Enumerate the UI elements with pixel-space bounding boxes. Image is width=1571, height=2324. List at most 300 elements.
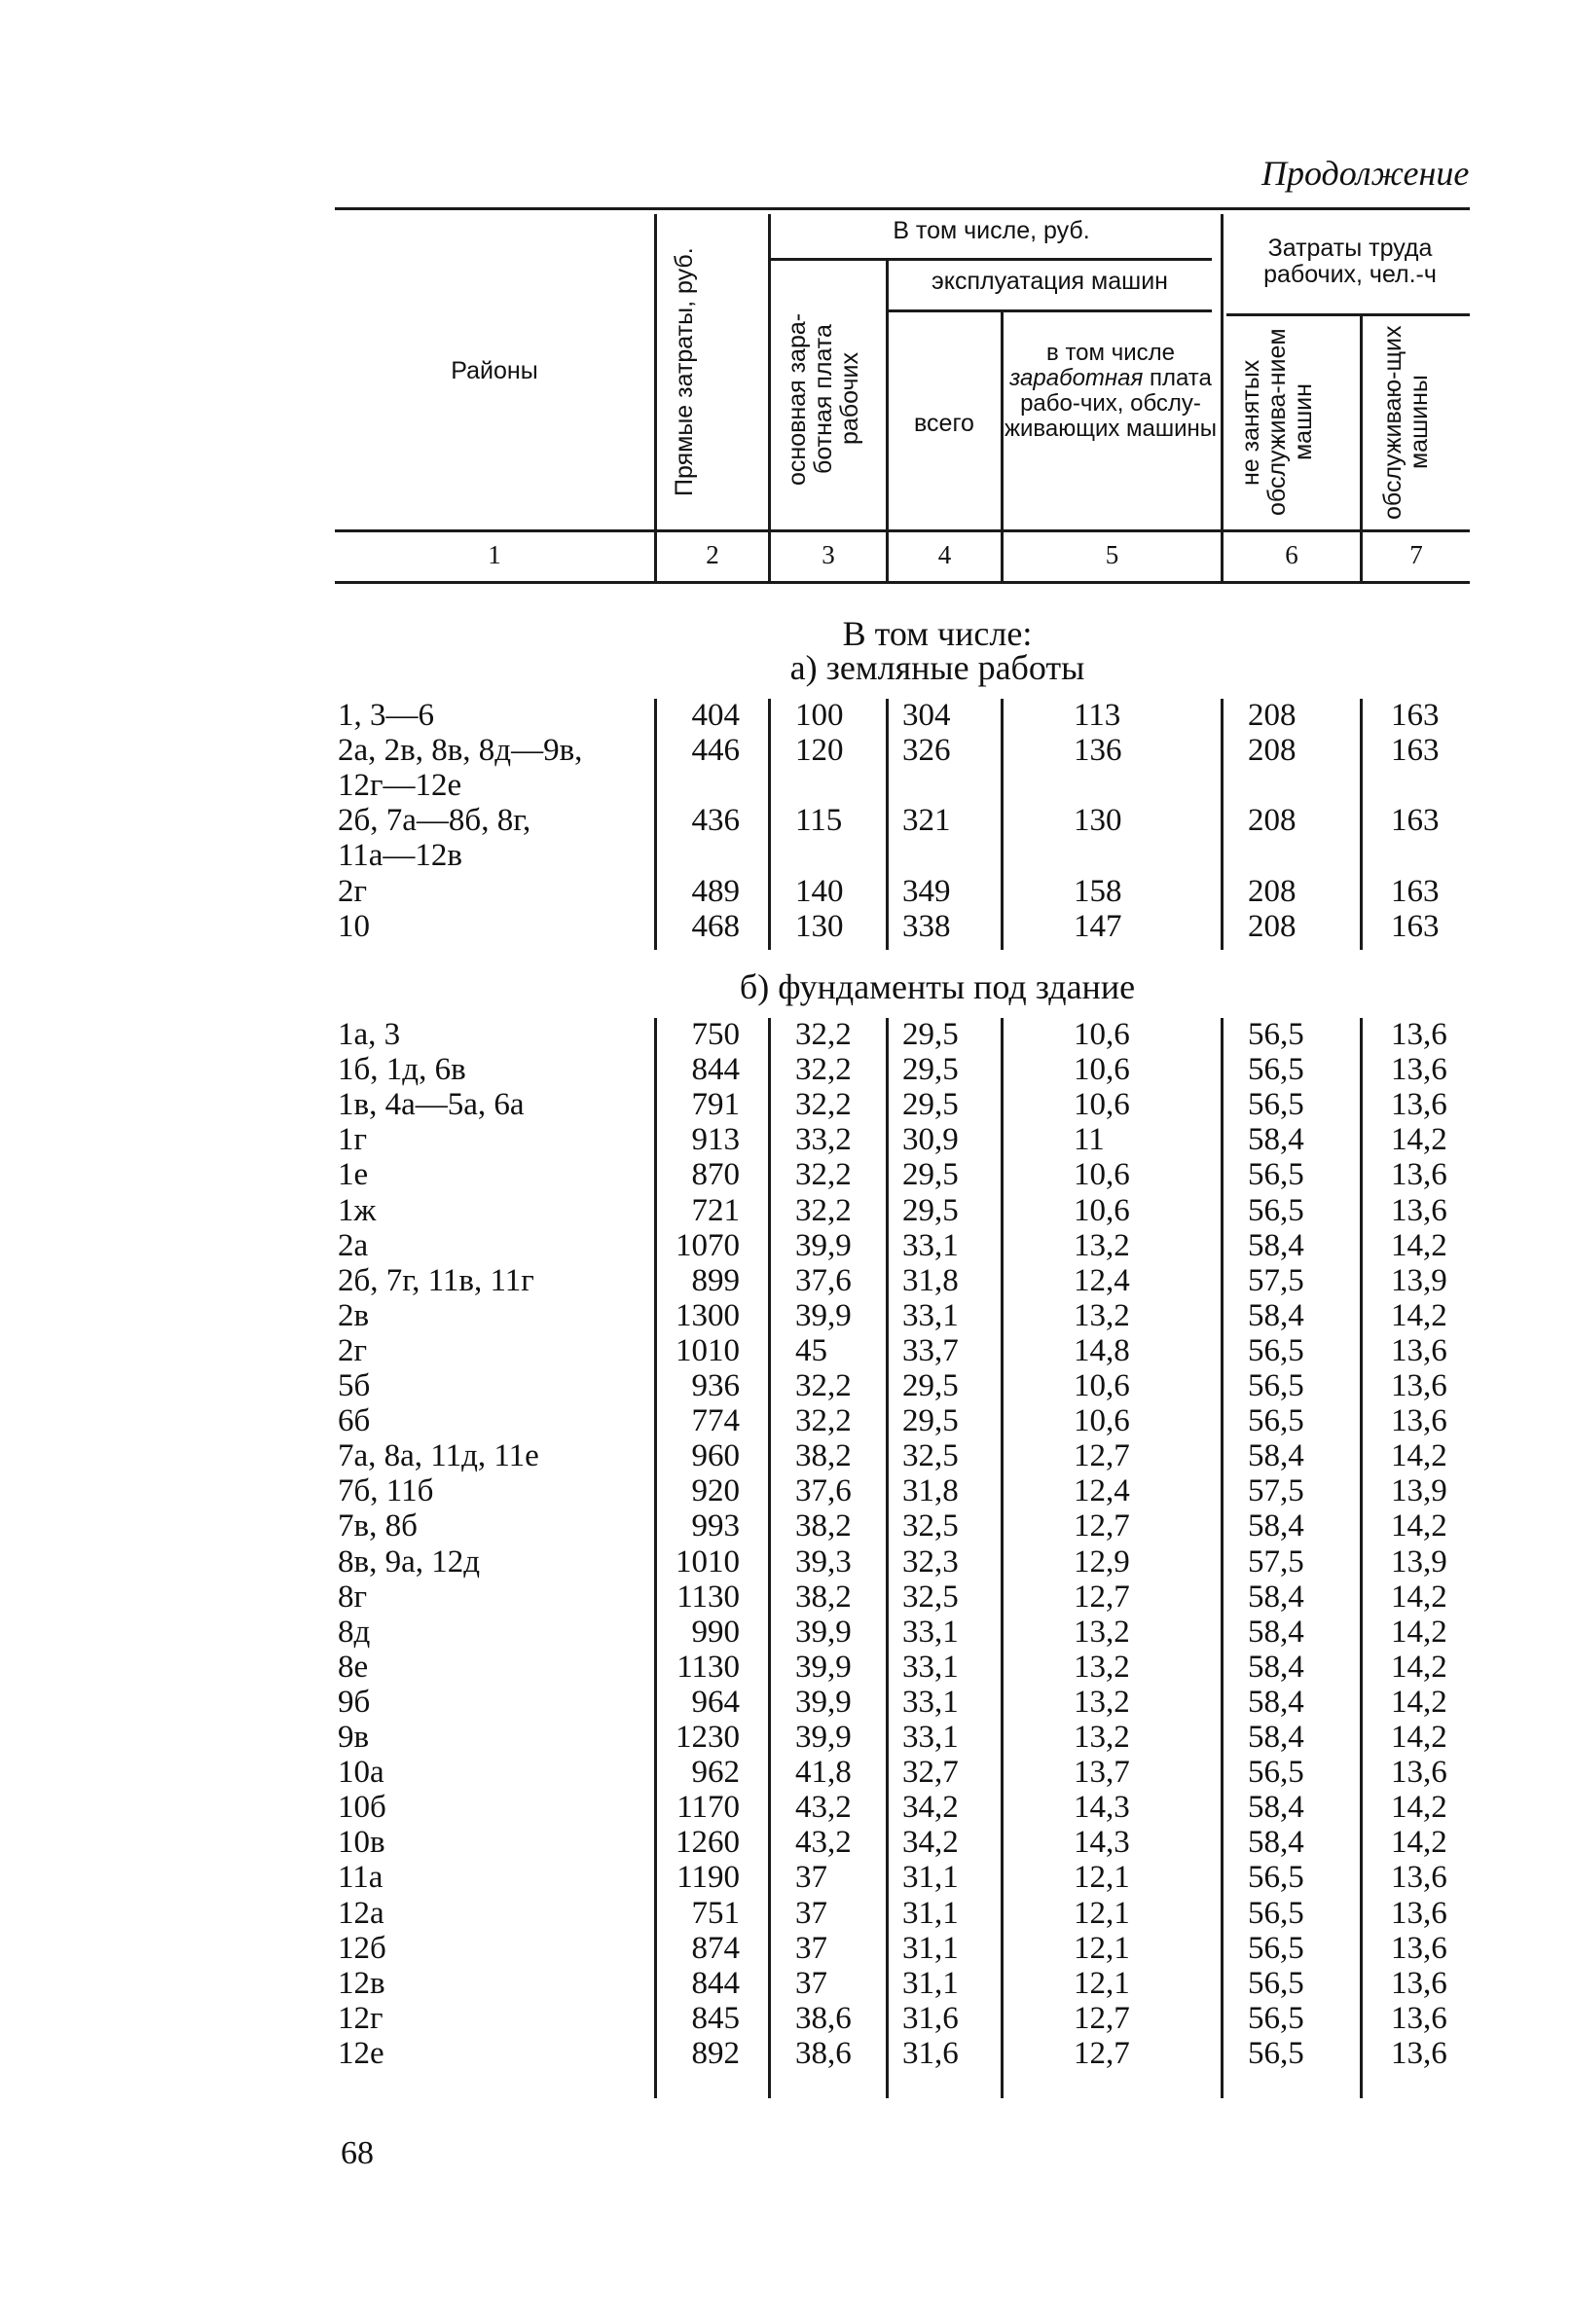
cell-labor-machines: 14,2 [1391,1720,1447,1755]
machine-group-rule [888,309,1212,312]
header-machine-wages-italic: заработная [1009,364,1144,391]
table-row [0,1122,1571,1157]
table-row [0,1228,1571,1263]
header-direct-costs: Прямые затраты, руб. [671,247,698,496]
cell-labor-machines: 14,2 [1391,1614,1447,1650]
cell-machines-total: 30,9 [902,1122,959,1158]
cell-region: 1в, 4а—5а, 6а [338,1087,525,1123]
cell-base-wages: 37 [795,1895,827,1931]
cell-region: 8в, 9а, 12д [338,1543,481,1580]
cell-labor-other: 58,4 [1248,1438,1304,1474]
cell-base-wages: 39,9 [795,1297,852,1333]
cell-machines-total: 31,8 [902,1262,959,1298]
header-base-wages: основная зара-ботная плата рабочих [784,312,863,486]
cell-direct-costs: 1130 [676,1649,740,1685]
cell-labor-machines: 13,6 [1391,1895,1447,1931]
cell-machine-wages: 12,4 [1074,1473,1130,1509]
cell-machines-total: 29,5 [902,1017,959,1052]
cell-base-wages: 32,2 [795,1087,852,1123]
cell-region: 10а [338,1755,384,1791]
cell-machine-wages: 130 [1074,803,1122,839]
cell-labor-machines: 14,2 [1391,1508,1447,1544]
cell-direct-costs: 920 [691,1473,740,1509]
cell-machines-total: 33,1 [902,1720,959,1755]
cell-base-wages: 32,2 [795,1368,852,1403]
cell-region: 1а, 3 [338,1017,401,1052]
cell-labor-machines: 14,2 [1391,1297,1447,1333]
cell-labor-other: 56,5 [1248,2000,1304,2036]
cell-region: 12а [338,1895,384,1931]
cell-machine-wages: 13,2 [1074,1297,1130,1333]
cell-machines-total: 33,1 [902,1684,959,1720]
cell-labor-other: 208 [1248,733,1297,769]
cell-labor-other: 57,5 [1248,1543,1304,1580]
cell-base-wages: 38,2 [795,1508,852,1544]
column-number-1: 1 [488,540,501,569]
cell-labor-other: 208 [1248,803,1297,839]
cell-region: 2г [338,873,368,909]
cell-base-wages: 130 [795,908,844,944]
header-labor-other: не занятых обслужива-нием машин [1237,328,1317,517]
cell-region: 12е [338,2035,384,2071]
cell-region: 7а, 8а, 11д, 11е [338,1438,539,1474]
cell-machine-wages: 12,9 [1074,1543,1130,1580]
cell-machine-wages: 113 [1074,698,1121,733]
cell-direct-costs: 964 [691,1684,740,1720]
cell-direct-costs: 404 [691,698,740,733]
cell-machines-total: 32,3 [902,1543,959,1580]
table-row [0,1017,1571,1052]
table-row [0,1193,1571,1228]
table-row [0,2001,1571,2036]
cell-labor-other: 58,4 [1248,1790,1304,1826]
cell-region: 10в [338,1825,385,1861]
cell-region: 2а, 2в, 8в, 8д—9в, [338,733,583,769]
table-row [0,1508,1571,1543]
header-bottom-rule [335,529,1470,532]
cell-base-wages: 37 [795,1930,827,1966]
cell-labor-machines: 14,2 [1391,1579,1447,1615]
header-machine-wages-prefix: в том числе [1046,340,1175,366]
table-row [0,1298,1571,1333]
column-number-7: 7 [1409,540,1423,569]
cell-labor-other: 58,4 [1248,1720,1304,1755]
cell-region: 1б, 1д, 6в [338,1052,466,1088]
cell-base-wages: 45 [795,1332,827,1368]
table-row [0,1473,1571,1508]
cell-base-wages: 39,3 [795,1543,852,1580]
cell-labor-other: 58,4 [1248,1579,1304,1615]
cell-direct-costs: 844 [691,1965,740,2001]
table-row [0,1333,1571,1368]
cell-labor-other: 56,5 [1248,1930,1304,1966]
cell-region: 2г [338,1332,368,1368]
cell-labor-machines: 163 [1391,873,1440,909]
header-machines-total: всего [914,410,974,437]
column-number-3: 3 [822,540,835,569]
cell-base-wages: 38,2 [795,1438,852,1474]
cell-labor-machines: 14,2 [1391,1684,1447,1720]
cell-labor-machines: 163 [1391,698,1440,733]
cell-machine-wages: 14,3 [1074,1825,1130,1861]
cell-labor-other: 56,5 [1248,2035,1304,2071]
cell-labor-machines: 13,6 [1391,1157,1447,1193]
cell-machines-total: 31,1 [902,1930,959,1966]
cell-labor-machines: 14,2 [1391,1227,1447,1263]
cell-machines-total: 31,8 [902,1473,959,1509]
cell-region: 2б, 7г, 11в, 11г [338,1262,534,1298]
cell-region: 2б, 7а—8б, 8г, [338,803,531,839]
cell-labor-machines: 13,6 [1391,1860,1447,1896]
table-row [0,838,1571,873]
cell-region: 8г [338,1579,368,1615]
cell-labor-machines: 13,6 [1391,1052,1447,1088]
cell-region: 2в [338,1297,370,1333]
cell-direct-costs: 791 [691,1087,740,1123]
header-labor-group: Затраты труда рабочих, чел.-ч [1263,235,1437,288]
cell-machine-wages: 10,6 [1074,1087,1130,1123]
cell-labor-machines: 13,6 [1391,1965,1447,2001]
cell-labor-other: 58,4 [1248,1297,1304,1333]
cell-machines-total: 349 [902,873,951,909]
cell-base-wages: 37,6 [795,1473,852,1509]
cell-machines-total: 29,5 [902,1052,959,1088]
cell-labor-machines: 14,2 [1391,1825,1447,1861]
cell-direct-costs: 1230 [676,1720,740,1755]
table-row [0,1931,1571,1966]
table-row [0,698,1571,733]
cell-labor-other: 58,4 [1248,1825,1304,1861]
cell-labor-other: 58,4 [1248,1122,1304,1158]
cell-labor-other: 56,5 [1248,1332,1304,1368]
page-number: 68 [341,2135,374,2171]
cell-region: 7в, 8б [338,1508,418,1544]
header-cost-group: В том числе, руб. [893,217,1090,244]
cell-machine-wages: 12,1 [1074,1895,1130,1931]
cell-labor-machines: 13,6 [1391,1332,1447,1368]
cell-machines-total: 32,5 [902,1438,959,1474]
cell-labor-machines: 13,9 [1391,1473,1447,1509]
cell-machine-wages: 12,7 [1074,1508,1130,1544]
cell-base-wages: 37,6 [795,1262,852,1298]
cell-labor-other: 208 [1248,873,1297,909]
cell-direct-costs: 962 [691,1755,740,1791]
cell-labor-other: 58,4 [1248,1508,1304,1544]
cell-direct-costs: 1260 [676,1825,740,1861]
cell-base-wages: 39,9 [795,1614,852,1650]
cell-labor-other: 56,5 [1248,1755,1304,1791]
cell-labor-other: 56,5 [1248,1157,1304,1193]
section-a-title: а) земляные работы [789,648,1085,687]
cell-machines-total: 29,5 [902,1157,959,1193]
cell-direct-costs: 1190 [676,1860,740,1896]
cell-machine-wages: 10,6 [1074,1017,1130,1052]
cell-labor-other: 56,5 [1248,1368,1304,1403]
cell-machine-wages: 13,2 [1074,1649,1130,1685]
cell-machines-total: 31,1 [902,1860,959,1896]
cell-labor-machines: 163 [1391,908,1440,944]
cell-machines-total: 32,7 [902,1755,959,1791]
cell-region: 8е [338,1649,369,1685]
table-row [0,1157,1571,1192]
cell-labor-other: 58,4 [1248,1649,1304,1685]
cell-machine-wages: 10,6 [1074,1403,1130,1439]
cell-region: 10 [338,908,370,944]
table-row [0,1087,1571,1122]
cell-machines-total: 31,6 [902,2000,959,2036]
cell-region: 1ж [338,1192,377,1228]
header-vline-3 [768,214,771,581]
cell-direct-costs: 899 [691,1262,740,1298]
cell-labor-machines: 14,2 [1391,1438,1447,1474]
cell-base-wages: 38,2 [795,1579,852,1615]
cell-base-wages: 100 [795,698,844,733]
cell-direct-costs: 870 [691,1157,740,1193]
cell-machines-total: 29,5 [902,1087,959,1123]
column-number-6: 6 [1285,540,1298,569]
cell-labor-machines: 13,6 [1391,1368,1447,1403]
cell-labor-other: 57,5 [1248,1473,1304,1509]
cell-machines-total: 31,6 [902,2035,959,2071]
section-intro: В том числе: [842,614,1033,653]
cell-labor-other: 56,5 [1248,1017,1304,1052]
cell-machine-wages: 12,4 [1074,1262,1130,1298]
cell-labor-machines: 14,2 [1391,1649,1447,1685]
cell-labor-machines: 13,6 [1391,2035,1447,2071]
table-row [0,768,1571,803]
cell-direct-costs: 913 [691,1122,740,1158]
cell-labor-other: 56,5 [1248,1860,1304,1896]
cell-region: 11а—12в [338,838,463,874]
cell-machine-wages: 136 [1074,733,1122,769]
cell-direct-costs: 721 [691,1192,740,1228]
continuation-label: Продолжение [1261,154,1470,193]
cell-base-wages: 32,2 [795,1157,852,1193]
cell-machine-wages: 13,7 [1074,1755,1130,1791]
cell-base-wages: 38,6 [795,2035,852,2071]
cell-labor-other: 58,4 [1248,1227,1304,1263]
cell-base-wages: 33,2 [795,1122,852,1158]
table-row [0,874,1571,909]
cell-base-wages: 43,2 [795,1790,852,1826]
cell-machine-wages: 10,6 [1074,1052,1130,1088]
cell-direct-costs: 993 [691,1508,740,1544]
cell-machines-total: 33,1 [902,1614,959,1650]
cell-machines-total: 32,5 [902,1579,959,1615]
cell-machines-total: 31,1 [902,1965,959,2001]
colnum-bottom-rule [335,581,1470,584]
cell-direct-costs: 1300 [676,1297,740,1333]
header-labor-machines: обслуживаю-щих машины [1379,325,1433,520]
cell-direct-costs: 892 [691,2035,740,2071]
cell-machines-total: 326 [902,733,951,769]
cell-base-wages: 39,9 [795,1720,852,1755]
table-top-rule [335,207,1470,210]
table-row [0,1720,1571,1755]
cell-labor-other: 56,5 [1248,1403,1304,1439]
cell-machines-total: 33,1 [902,1227,959,1263]
cell-direct-costs: 990 [691,1614,740,1650]
table-row [0,1544,1571,1580]
table-row [0,1580,1571,1615]
cell-machine-wages: 14,8 [1074,1332,1130,1368]
table-row [0,1438,1571,1473]
cell-direct-costs: 774 [691,1403,740,1439]
cell-machine-wages: 12,7 [1074,2000,1130,2036]
cell-direct-costs: 844 [691,1052,740,1088]
cell-machines-total: 33,1 [902,1297,959,1333]
header-vline-6 [1221,214,1224,581]
cell-labor-machines: 13,6 [1391,1930,1447,1966]
cost-group-rule [769,258,1212,261]
cell-region: 12в [338,1965,385,2001]
cell-machine-wages: 158 [1074,873,1122,909]
cell-region: 1г [338,1122,368,1158]
cell-labor-other: 57,5 [1248,1262,1304,1298]
cell-direct-costs: 436 [691,803,740,839]
cell-machine-wages: 13,2 [1074,1227,1130,1263]
cell-region: 12б [338,1930,386,1966]
cell-direct-costs: 1070 [676,1227,740,1263]
cell-labor-other: 56,5 [1248,1192,1304,1228]
cell-labor-machines: 13,6 [1391,1087,1447,1123]
cell-labor-machines: 13,9 [1391,1543,1447,1580]
cell-base-wages: 120 [795,733,844,769]
cell-machine-wages: 12,7 [1074,2035,1130,2071]
cell-region: 6б [338,1403,371,1439]
cell-labor-machines: 13,6 [1391,2000,1447,2036]
cell-base-wages: 115 [795,803,843,839]
cell-direct-costs: 1170 [676,1790,740,1826]
cell-region: 9в [338,1720,370,1755]
table-row [0,1755,1571,1790]
cell-machines-total: 32,5 [902,1508,959,1544]
cell-direct-costs: 960 [691,1438,740,1474]
table-row [0,1685,1571,1720]
cell-machine-wages: 11 [1074,1122,1105,1158]
cell-machine-wages: 13,2 [1074,1720,1130,1755]
cell-machines-total: 338 [902,908,951,944]
cell-labor-other: 58,4 [1248,1684,1304,1720]
cell-direct-costs: 845 [691,2000,740,2036]
cell-region: 12г [338,2000,384,2036]
header-machine-wages [1003,341,1219,442]
header-machines-group: эксплуатация машин [932,268,1168,295]
table-row [0,1263,1571,1298]
cell-direct-costs: 489 [691,873,740,909]
cell-machines-total: 33,1 [902,1649,959,1685]
table-row [0,803,1571,838]
cell-base-wages: 32,2 [795,1017,852,1052]
table-row [0,1650,1571,1685]
cell-machines-total: 29,5 [902,1192,959,1228]
cell-direct-costs: 936 [691,1368,740,1403]
cell-labor-machines: 13,6 [1391,1755,1447,1791]
cell-region: 11а [338,1860,384,1896]
column-number-5: 5 [1105,540,1119,569]
cell-machine-wages: 13,2 [1074,1684,1130,1720]
table-row [0,733,1571,768]
table-row [0,1860,1571,1895]
cell-machines-total: 34,2 [902,1790,959,1826]
cell-machine-wages: 12,7 [1074,1579,1130,1615]
cell-machine-wages: 10,6 [1074,1157,1130,1193]
cell-region: 9б [338,1684,371,1720]
cell-labor-other: 56,5 [1248,1965,1304,2001]
cell-labor-other: 56,5 [1248,1895,1304,1931]
cell-base-wages: 39,9 [795,1227,852,1263]
cell-base-wages: 37 [795,1965,827,2001]
cell-region: 10б [338,1790,386,1826]
cell-direct-costs: 750 [691,1017,740,1052]
cell-base-wages: 140 [795,873,844,909]
cell-machines-total: 31,1 [902,1895,959,1931]
cell-base-wages: 32,2 [795,1192,852,1228]
table-row [0,2036,1571,2071]
cell-base-wages: 43,2 [795,1825,852,1861]
cell-base-wages: 39,9 [795,1684,852,1720]
table-row [0,1403,1571,1438]
cell-machine-wages: 10,6 [1074,1192,1130,1228]
table-row [0,1825,1571,1860]
cell-machine-wages: 13,2 [1074,1614,1130,1650]
cell-labor-machines: 14,2 [1391,1790,1447,1826]
cell-labor-machines: 13,6 [1391,1017,1447,1052]
cell-machine-wages: 12,1 [1074,1965,1130,2001]
cell-region: 1, 3—6 [338,698,434,733]
cell-labor-machines: 13,6 [1391,1192,1447,1228]
cell-machine-wages: 10,6 [1074,1368,1130,1403]
column-number-4: 4 [937,540,952,569]
cell-direct-costs: 751 [691,1895,740,1931]
cell-labor-other: 208 [1248,908,1297,944]
cell-region: 12г—12е [338,768,462,804]
section-b-title: б) фундаменты под здание [739,967,1136,1006]
cell-base-wages: 41,8 [795,1755,852,1791]
table-row [0,909,1571,944]
cell-direct-costs: 468 [691,908,740,944]
header-machine-wages-suffix: плата рабо-чих, обслу-живающих машины [1004,364,1218,442]
cell-machines-total: 304 [902,698,951,733]
table-row [0,1966,1571,2001]
cell-labor-machines: 13,9 [1391,1262,1447,1298]
cell-base-wages: 32,2 [795,1403,852,1439]
cell-base-wages: 32,2 [795,1052,852,1088]
cell-base-wages: 39,9 [795,1649,852,1685]
cell-labor-other: 208 [1248,698,1297,733]
cell-machine-wages: 14,3 [1074,1790,1130,1826]
cell-direct-costs: 874 [691,1930,740,1966]
cell-direct-costs: 446 [691,733,740,769]
cell-base-wages: 37 [795,1860,827,1896]
cell-direct-costs: 1130 [676,1579,740,1615]
cell-machine-wages: 12,1 [1074,1860,1130,1896]
cell-labor-machines: 163 [1391,733,1440,769]
cell-machines-total: 34,2 [902,1825,959,1861]
table-row [0,1790,1571,1825]
cell-labor-other: 56,5 [1248,1052,1304,1088]
cell-machine-wages: 12,7 [1074,1438,1130,1474]
cell-region: 5б [338,1368,371,1403]
table-row [0,1368,1571,1403]
cell-region: 2а [338,1227,369,1263]
header-vline-2 [654,214,657,581]
cell-machines-total: 29,5 [902,1403,959,1439]
table-row [0,1052,1571,1087]
column-number-2: 2 [706,540,719,569]
cell-base-wages: 38,6 [795,2000,852,2036]
cell-machine-wages: 12,1 [1074,1930,1130,1966]
